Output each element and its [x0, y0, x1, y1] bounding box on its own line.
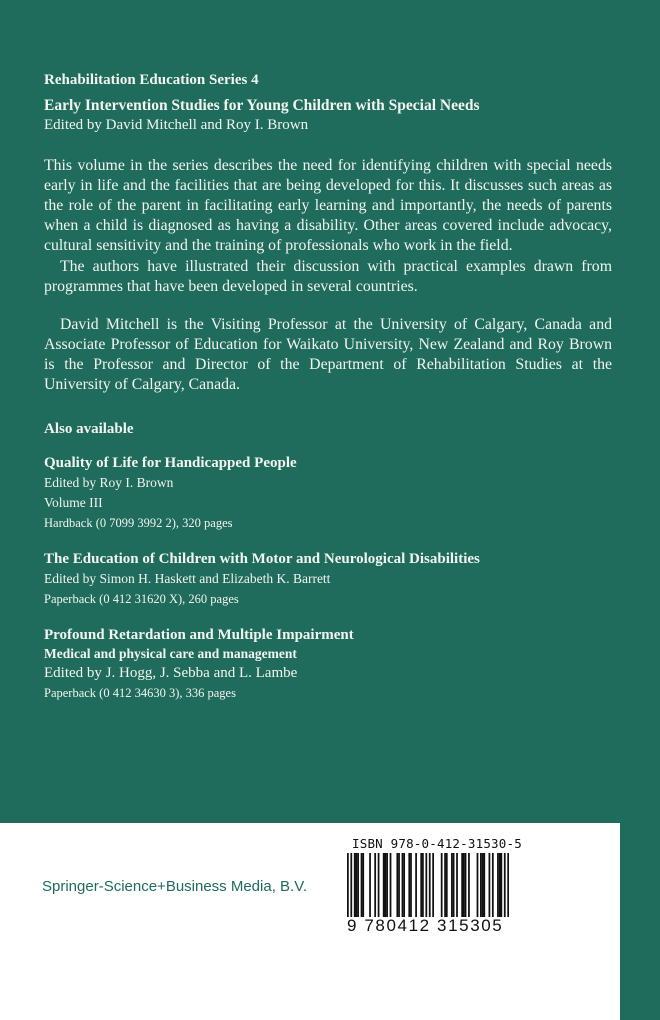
barcode-bar	[347, 853, 349, 917]
description-paragraph-1: This volume in the series describes the need for identifying children with special needs early in life and the facilities that are being developed for this. It discusses such areas as the role of the parent in facilitating early learning and importantly, the needs of parents when a child is diagnosed as having a disability. Other areas covered include advocacy, cultural sensitivity and the training of professionals who work in the field.	[44, 157, 612, 254]
barcode-bar	[497, 853, 499, 917]
barcode-bar	[492, 853, 494, 917]
barcode-bar	[362, 853, 364, 917]
related-book-editors: Edited by Roy I. Brown	[44, 475, 174, 490]
barcode-bar	[420, 853, 422, 917]
related-book-subtitle: Medical and physical care and management	[44, 646, 297, 661]
barcode-bar	[402, 853, 404, 917]
also-available-heading: Also available	[44, 421, 134, 437]
related-book-format: Paperback (0 412 31620 X), 260 pages	[44, 592, 239, 606]
barcode-bar	[489, 853, 491, 917]
series-title: Rehabilitation Education Series 4	[44, 72, 259, 88]
barcode-bar	[446, 853, 448, 917]
barcode-bar	[403, 853, 405, 917]
barcode-bar	[456, 853, 458, 917]
barcode-bar	[398, 853, 400, 917]
barcode-bar	[432, 853, 434, 917]
barcode-bar	[408, 853, 410, 917]
barcode-bar	[429, 853, 431, 917]
barcode-bar	[354, 853, 356, 917]
related-book-format: Hardback (0 7099 3992 2), 320 pages	[44, 516, 233, 530]
barcode-bar	[500, 853, 502, 917]
barcode-bar	[499, 853, 501, 917]
barcode-bar	[425, 853, 427, 917]
isbn-label: ISBN 978-0-412-31530-5	[352, 836, 522, 851]
barcode-bar	[444, 853, 446, 917]
related-book-3	[44, 625, 612, 703]
barcode-bar	[410, 853, 412, 917]
related-book-format: Paperback (0 412 34630 3), 336 pages	[44, 686, 236, 700]
barcode-bar	[383, 853, 385, 917]
barcode-bar	[482, 853, 484, 917]
barcode-bar	[453, 853, 455, 917]
barcode-bar	[361, 853, 363, 917]
description-paragraph-2: The authors have illustrated their discussion with practical examples drawn from programmes that have been developed in several countries.	[44, 258, 612, 295]
barcode-bar	[396, 853, 398, 917]
book-title: Early Intervention Studies for Young Children with Special Needs	[44, 97, 480, 114]
barcode-bar	[451, 853, 453, 917]
barcode-bar	[463, 853, 465, 917]
barcode-bar	[374, 853, 376, 917]
barcode-bar	[385, 853, 387, 917]
book-editors: Edited by David Mitchell and Roy I. Brown	[44, 117, 309, 133]
barcode	[347, 853, 509, 917]
publisher-name: Springer-Science+Business Media, B.V.	[42, 878, 308, 895]
barcode-bar	[468, 853, 470, 917]
related-book-1	[44, 453, 612, 533]
barcode-bar	[386, 853, 388, 917]
related-book-title: Profound Retardation and Multiple Impairment	[44, 627, 354, 643]
related-book-title: Quality of Life for Handicapped People	[44, 455, 297, 471]
barcode-bar	[350, 853, 352, 917]
barcode-digits: 9 780412 315305	[347, 916, 504, 935]
related-book-editors: Edited by J. Hogg, J. Sebba and L. Lambe	[44, 665, 298, 681]
editors-bio: David Mitchell is the Visiting Professor at the University of Calgary, Canada and Associate Professor of Education for Waikato University, New Zealand and Roy Brown is the Professor and Director of the Department of Rehabilitation Studies at the University of Calgary, Canada.	[44, 316, 612, 393]
barcode-bar	[483, 853, 485, 917]
barcode-bar	[415, 853, 417, 917]
barcode-bar	[507, 853, 509, 917]
barcode-bar	[504, 853, 506, 917]
barcode-bar	[441, 853, 443, 917]
barcode-bar	[356, 853, 358, 917]
barcode-bar	[477, 853, 479, 917]
barcode-bar	[465, 853, 467, 917]
related-book-2	[44, 549, 612, 609]
barcode-bar	[357, 853, 359, 917]
cover-text	[44, 72, 612, 703]
description	[44, 156, 612, 297]
barcode-bar	[422, 853, 424, 917]
barcode-bar	[378, 853, 380, 917]
related-book-title: The Education of Children with Motor and Neurological Disabilities	[44, 551, 480, 567]
related-book-editors: Edited by Simon H. Haskett and Elizabeth K. Barrett	[44, 571, 331, 586]
barcode-bar	[390, 853, 392, 917]
barcode-bar	[480, 853, 482, 917]
barcode-bar	[461, 853, 463, 917]
barcode-bar	[369, 853, 371, 917]
footer-panel	[0, 823, 620, 1020]
related-book-volume: Volume III	[44, 495, 103, 510]
